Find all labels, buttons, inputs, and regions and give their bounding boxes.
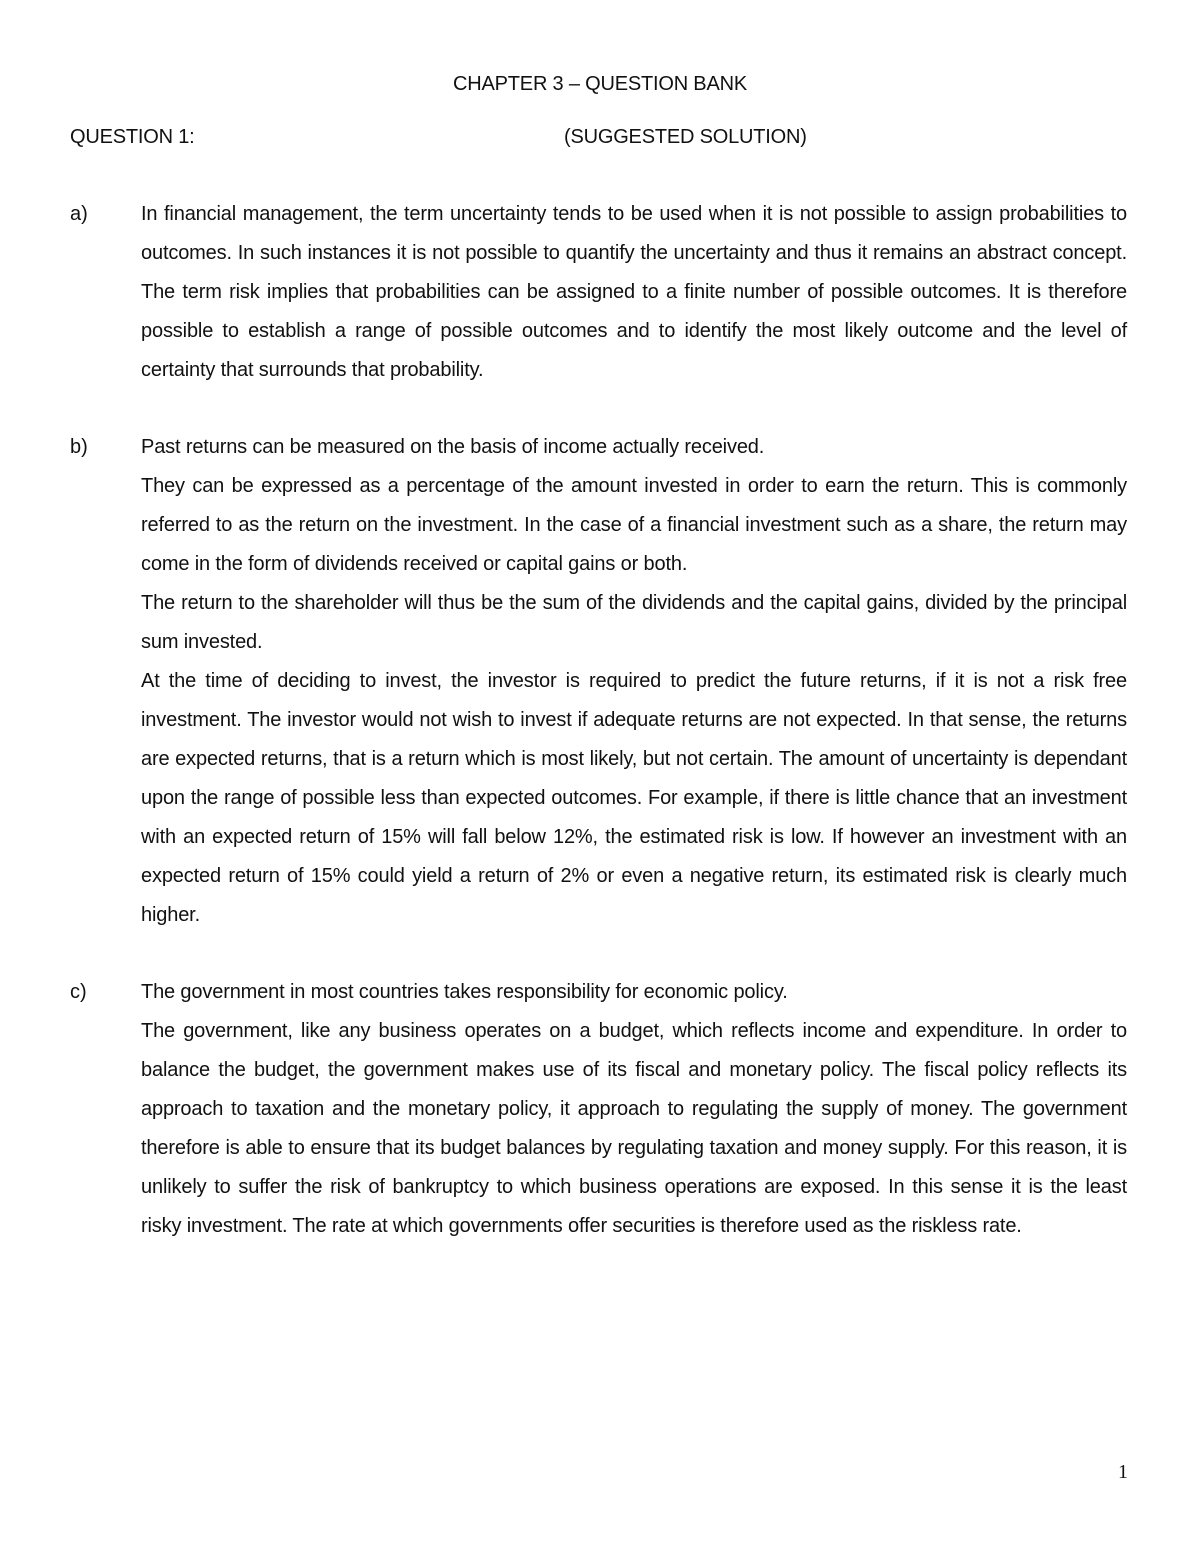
section-body-c (141, 973, 1127, 1246)
paragraph: They can be expressed as a percentage of the amount invested in order to earn the return. This is commonly referred to as the return on the investment. In the case of a financial investment such as a share, the return may come in the form of dividends received or capital gains or both. (141, 475, 1127, 575)
paragraph: The government, like any business operates on a budget, which reflects income and expenditure. In order to balance the budget, the government makes use of its fiscal and monetary policy. The fiscal policy reflects its approach to taxation and the monetary policy, it approach to regulating the supply of money. The government therefore is able to ensure that its budget balances by regulating taxation and money supply. For this reason, it is unlikely to suffer the risk of bankruptcy to which business operations are exposed. In this sense it is the least risky investment. The rate at which governments offer securities is therefore used as the riskless rate. (141, 1020, 1127, 1237)
paragraph: The government in most countries takes responsibility for economic policy. (141, 981, 788, 1003)
paragraph: In financial management, the term uncertainty tends to be used when it is not possible to assign probabilities to outcomes. In such instances it is not possible to quantify the uncertainty and thus it remains an abstract concept. The term risk implies that probabilities can be assigned to a finite number of possible outcomes. It is therefore possible to establish a range of possible outcomes and to identify the most likely outcome and the level of certainty that surrounds that probability. (141, 203, 1127, 381)
solution-label: (SUGGESTED SOLUTION) (564, 126, 807, 148)
section-body-b (141, 428, 1127, 935)
section-body-a (141, 195, 1127, 390)
section-marker-b: b) (70, 436, 88, 458)
paragraph: Past returns can be measured on the basis of income actually received. (141, 436, 765, 458)
section-marker-a: a) (70, 203, 88, 225)
chapter-title: CHAPTER 3 – QUESTION BANK (453, 73, 747, 95)
page-number: 1 (1118, 1461, 1128, 1483)
paragraph: The return to the shareholder will thus be the sum of the dividends and the capital gains, divided by the principal sum invested. (141, 592, 1127, 653)
section-marker-c: c) (70, 981, 87, 1003)
paragraph: At the time of deciding to invest, the investor is required to predict the future returns, if it is not a risk free investment. The investor would not wish to invest if adequate returns are not expected. In that sense, the returns are expected returns, that is a return which is most likely, but not certain. The amount of uncertainty is dependant upon the range of possible less than expected outcomes. For example, if there is little chance that an investment with an expected return of 15% will fall below 12%, the estimated risk is low. If however an investment with an expected return of 15% could yield a return of 2% or even a negative return, its estimated risk is clearly much higher. (141, 670, 1127, 926)
question-label: QUESTION 1: (70, 126, 195, 148)
